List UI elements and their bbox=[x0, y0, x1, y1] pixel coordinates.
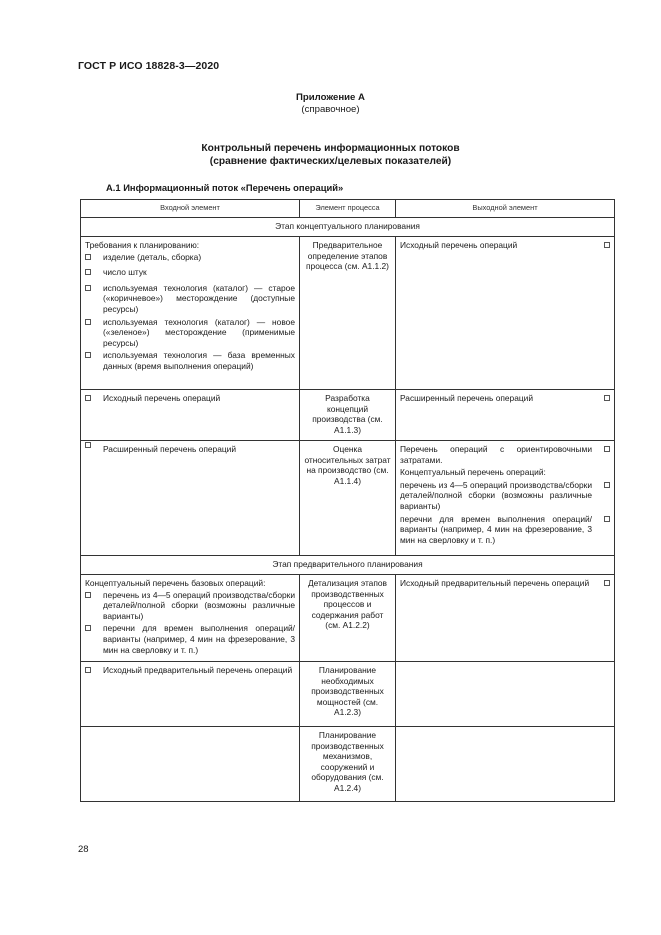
process-element: Детализация этапов производственных процессов и содержания работ (см. А1.2.2) bbox=[300, 575, 396, 662]
input-item: используемая технология (каталог) — старое («коричневое») месторождение (доступные ресурсы) bbox=[103, 282, 295, 314]
output-item: Исходный предварительный перечень операций bbox=[400, 578, 590, 588]
input-item: перечни для времен выполнения операций/варианты (например, 4 мин на фрезерование, 3 мин на сверловку и т. п.) bbox=[103, 623, 295, 655]
document-code: ГОСТ Р ИСО 18828-3—2020 bbox=[78, 60, 220, 72]
output-item: Исходный перечень операций bbox=[400, 240, 518, 250]
process-element: Планирование необходимых производственных мощностей (см. А1.2.3) bbox=[300, 662, 396, 727]
process-element: Оценка относительных затрат на производство (см. А1.1.4) bbox=[300, 441, 396, 556]
page-title-line1: Контрольный перечень информационных потоков bbox=[201, 143, 460, 154]
page-title-line2: (сравнение фактических/целевых показателей) bbox=[209, 156, 452, 167]
col-input-header: Входной элемент bbox=[81, 200, 300, 218]
table-row bbox=[81, 237, 615, 390]
section-title: А.1 Информационный поток «Перечень операций» bbox=[106, 182, 344, 193]
col-output-header: Выходной элемент bbox=[396, 200, 615, 218]
page-number: 28 bbox=[78, 844, 89, 855]
stage-prelim-label: Этап предварительного планирования bbox=[81, 556, 615, 575]
input-title: Требования к планированию: bbox=[85, 240, 200, 250]
input-title: Концептуальный перечень базовых операций: bbox=[85, 578, 266, 588]
checkbox-icon[interactable] bbox=[604, 482, 610, 488]
checkbox-icon[interactable] bbox=[85, 285, 91, 291]
process-element: Предварительное определение этапов процесса (см. А1.1.2) bbox=[300, 237, 396, 390]
col-process-header: Элемент процесса bbox=[300, 200, 396, 218]
input-item: используемая технология (каталог) — новое («зеленое») месторождение (применимые ресурсы) bbox=[103, 316, 295, 348]
checkbox-icon[interactable] bbox=[85, 442, 91, 448]
table-header-row bbox=[81, 200, 615, 218]
input-item: Расширенный перечень операций bbox=[103, 444, 237, 454]
input-item: Исходный перечень операций bbox=[103, 393, 221, 403]
table-row bbox=[81, 390, 615, 441]
checkbox-icon[interactable] bbox=[85, 395, 91, 401]
process-element: Разработка концепций производства (см. А1.1.3) bbox=[300, 390, 396, 441]
input-item: Исходный предварительный перечень операций bbox=[103, 665, 293, 675]
input-item: число штук bbox=[103, 267, 147, 278]
checkbox-icon[interactable] bbox=[85, 625, 91, 631]
checkbox-icon[interactable] bbox=[604, 395, 610, 401]
checkbox-icon[interactable] bbox=[604, 580, 610, 586]
table-row bbox=[81, 662, 615, 727]
checkbox-icon[interactable] bbox=[604, 242, 610, 248]
checkbox-icon[interactable] bbox=[85, 319, 91, 325]
annex-label: Приложение А bbox=[296, 92, 365, 103]
input-item: изделие (деталь, сборка) bbox=[103, 251, 202, 262]
stage-row bbox=[81, 218, 615, 237]
checkbox-icon[interactable] bbox=[604, 446, 610, 452]
checkbox-icon[interactable] bbox=[85, 592, 91, 598]
stage-concept-label: Этап концептуального планирования bbox=[81, 218, 615, 237]
info-flow-table bbox=[80, 199, 615, 802]
annex-note: (справочное) bbox=[301, 104, 360, 115]
checkbox-icon[interactable] bbox=[85, 269, 91, 275]
checkbox-icon[interactable] bbox=[604, 516, 610, 522]
output-item: перечни для времен выполнения операций/варианты (например, 4 мин на фрезерование, 3 мин на сверловку и т. п.) bbox=[400, 513, 592, 545]
table-row bbox=[81, 575, 615, 662]
checkbox-icon[interactable] bbox=[85, 254, 91, 260]
input-item: используемая технология — база временных данных (время выполнения операций) bbox=[103, 350, 295, 371]
output-item: Перечень операций с ориентировочными затратами. bbox=[400, 444, 592, 465]
checkbox-icon[interactable] bbox=[85, 352, 91, 358]
checkbox-icon[interactable] bbox=[85, 667, 91, 673]
output-item: Расширенный перечень операций bbox=[400, 393, 534, 403]
output-item: перечень из 4—5 операций производства/сборки деталей/полной сборки (возможны различные варианты) bbox=[400, 479, 592, 511]
table-row bbox=[81, 441, 615, 556]
process-element: Планирование производственных механизмов, сооружений и оборудования (см. А1.2.4) bbox=[300, 727, 396, 802]
input-item: перечень из 4—5 операций производства/сборки деталей/полной сборки (возможны различные варианты) bbox=[103, 589, 295, 621]
stage-row bbox=[81, 556, 615, 575]
table-row bbox=[81, 727, 615, 802]
output-item: Концептуальный перечень операций: bbox=[400, 467, 546, 478]
